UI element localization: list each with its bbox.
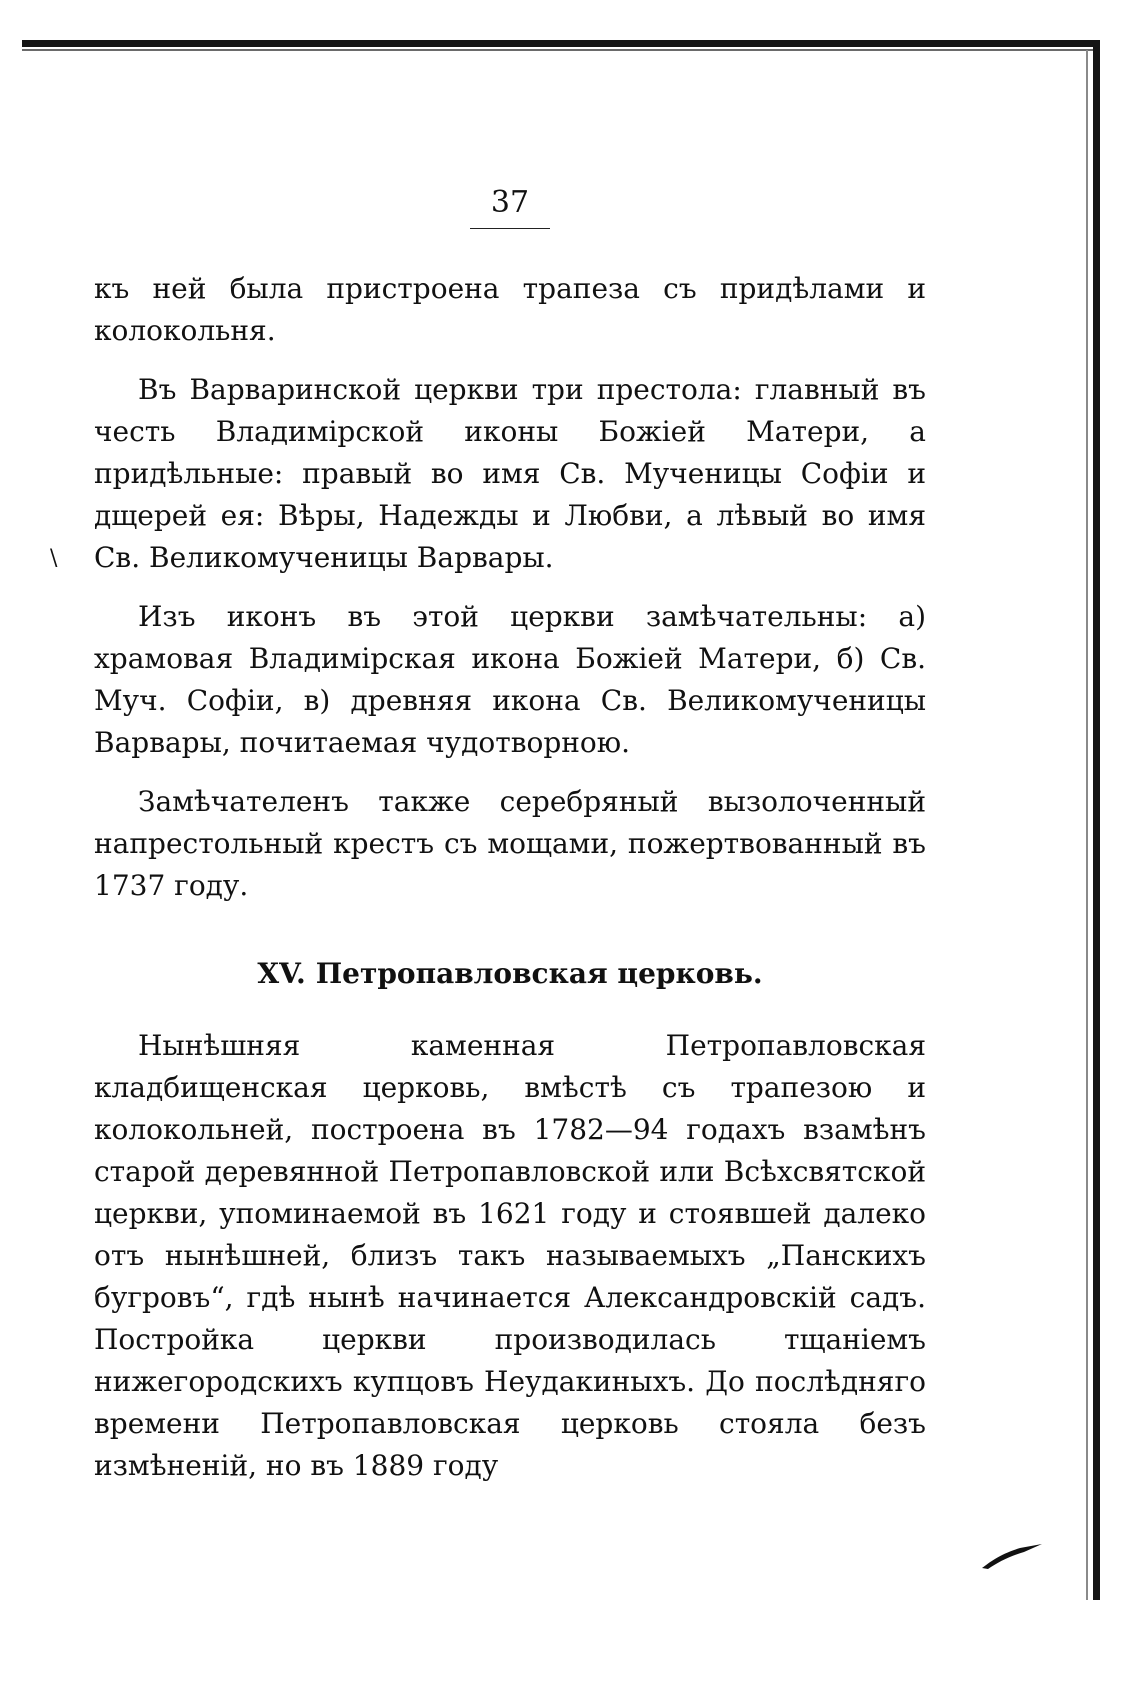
ink-flourish-icon bbox=[980, 1540, 1050, 1570]
section-number: XV. bbox=[257, 957, 306, 990]
paragraph-cross: Замѣчателенъ также серебряный вызолоченный напрестольный крестъ съ мощами, пожертвованный въ 1737 году. bbox=[94, 785, 926, 902]
margin-mark: \ bbox=[50, 546, 58, 571]
right-border-line bbox=[1093, 40, 1100, 1600]
right-border-shadow bbox=[1086, 50, 1088, 1600]
top-border-line bbox=[22, 40, 1100, 47]
section-heading bbox=[94, 953, 926, 995]
paragraph-icons: Изъ иконъ въ этой церкви замѣчательны: а) храмовая Владимірская икона Божіей Матери, б) Св. Муч. Софіи, в) древняя икона Св. Великомученицы Варвары, почитаемая чудотворною. bbox=[94, 600, 926, 759]
page-text bbox=[94, 268, 926, 1504]
top-border-shadow bbox=[22, 49, 1100, 51]
page-number: 37 bbox=[490, 185, 530, 220]
paragraph-altars: Въ Варваринской церкви три престола: главный въ честь Владимірской иконы Божіей Матери, а придѣльные: правый во имя Св. Мученицы Софіи и дщерей ея: Вѣры, Надежды и Любви, а лѣвый во имя Св. Великомученицы Варвары. bbox=[94, 373, 926, 574]
section-title: Петропавловская церковь. bbox=[315, 957, 763, 990]
paragraph-continuation: къ ней была пристроена трапеза съ придѣлами и колокольня. bbox=[94, 272, 926, 347]
paragraph-petropavlovsk: Нынѣшняя каменная Петропавловская кладбищенская церковь, вмѣстѣ съ трапезою и колокольней, построена въ 1782—94 годахъ взамѣнъ старой деревянной Петропавловской или Всѣхсвятской церкви, упоминаемой въ 1621 году и стоявшей далеко отъ нынѣшней, близъ такъ называемыхъ „Панскихъ бугровъ“, гдѣ нынѣ начинается Александровскій садъ. Постройка церкви производилась тщаніемъ нижегородскихъ купцовъ Неудакиныхъ. До послѣдняго времени Петропавловская церковь стояла безъ измѣненій, но въ 1889 году bbox=[94, 1029, 926, 1482]
page-number-underline bbox=[470, 228, 550, 229]
